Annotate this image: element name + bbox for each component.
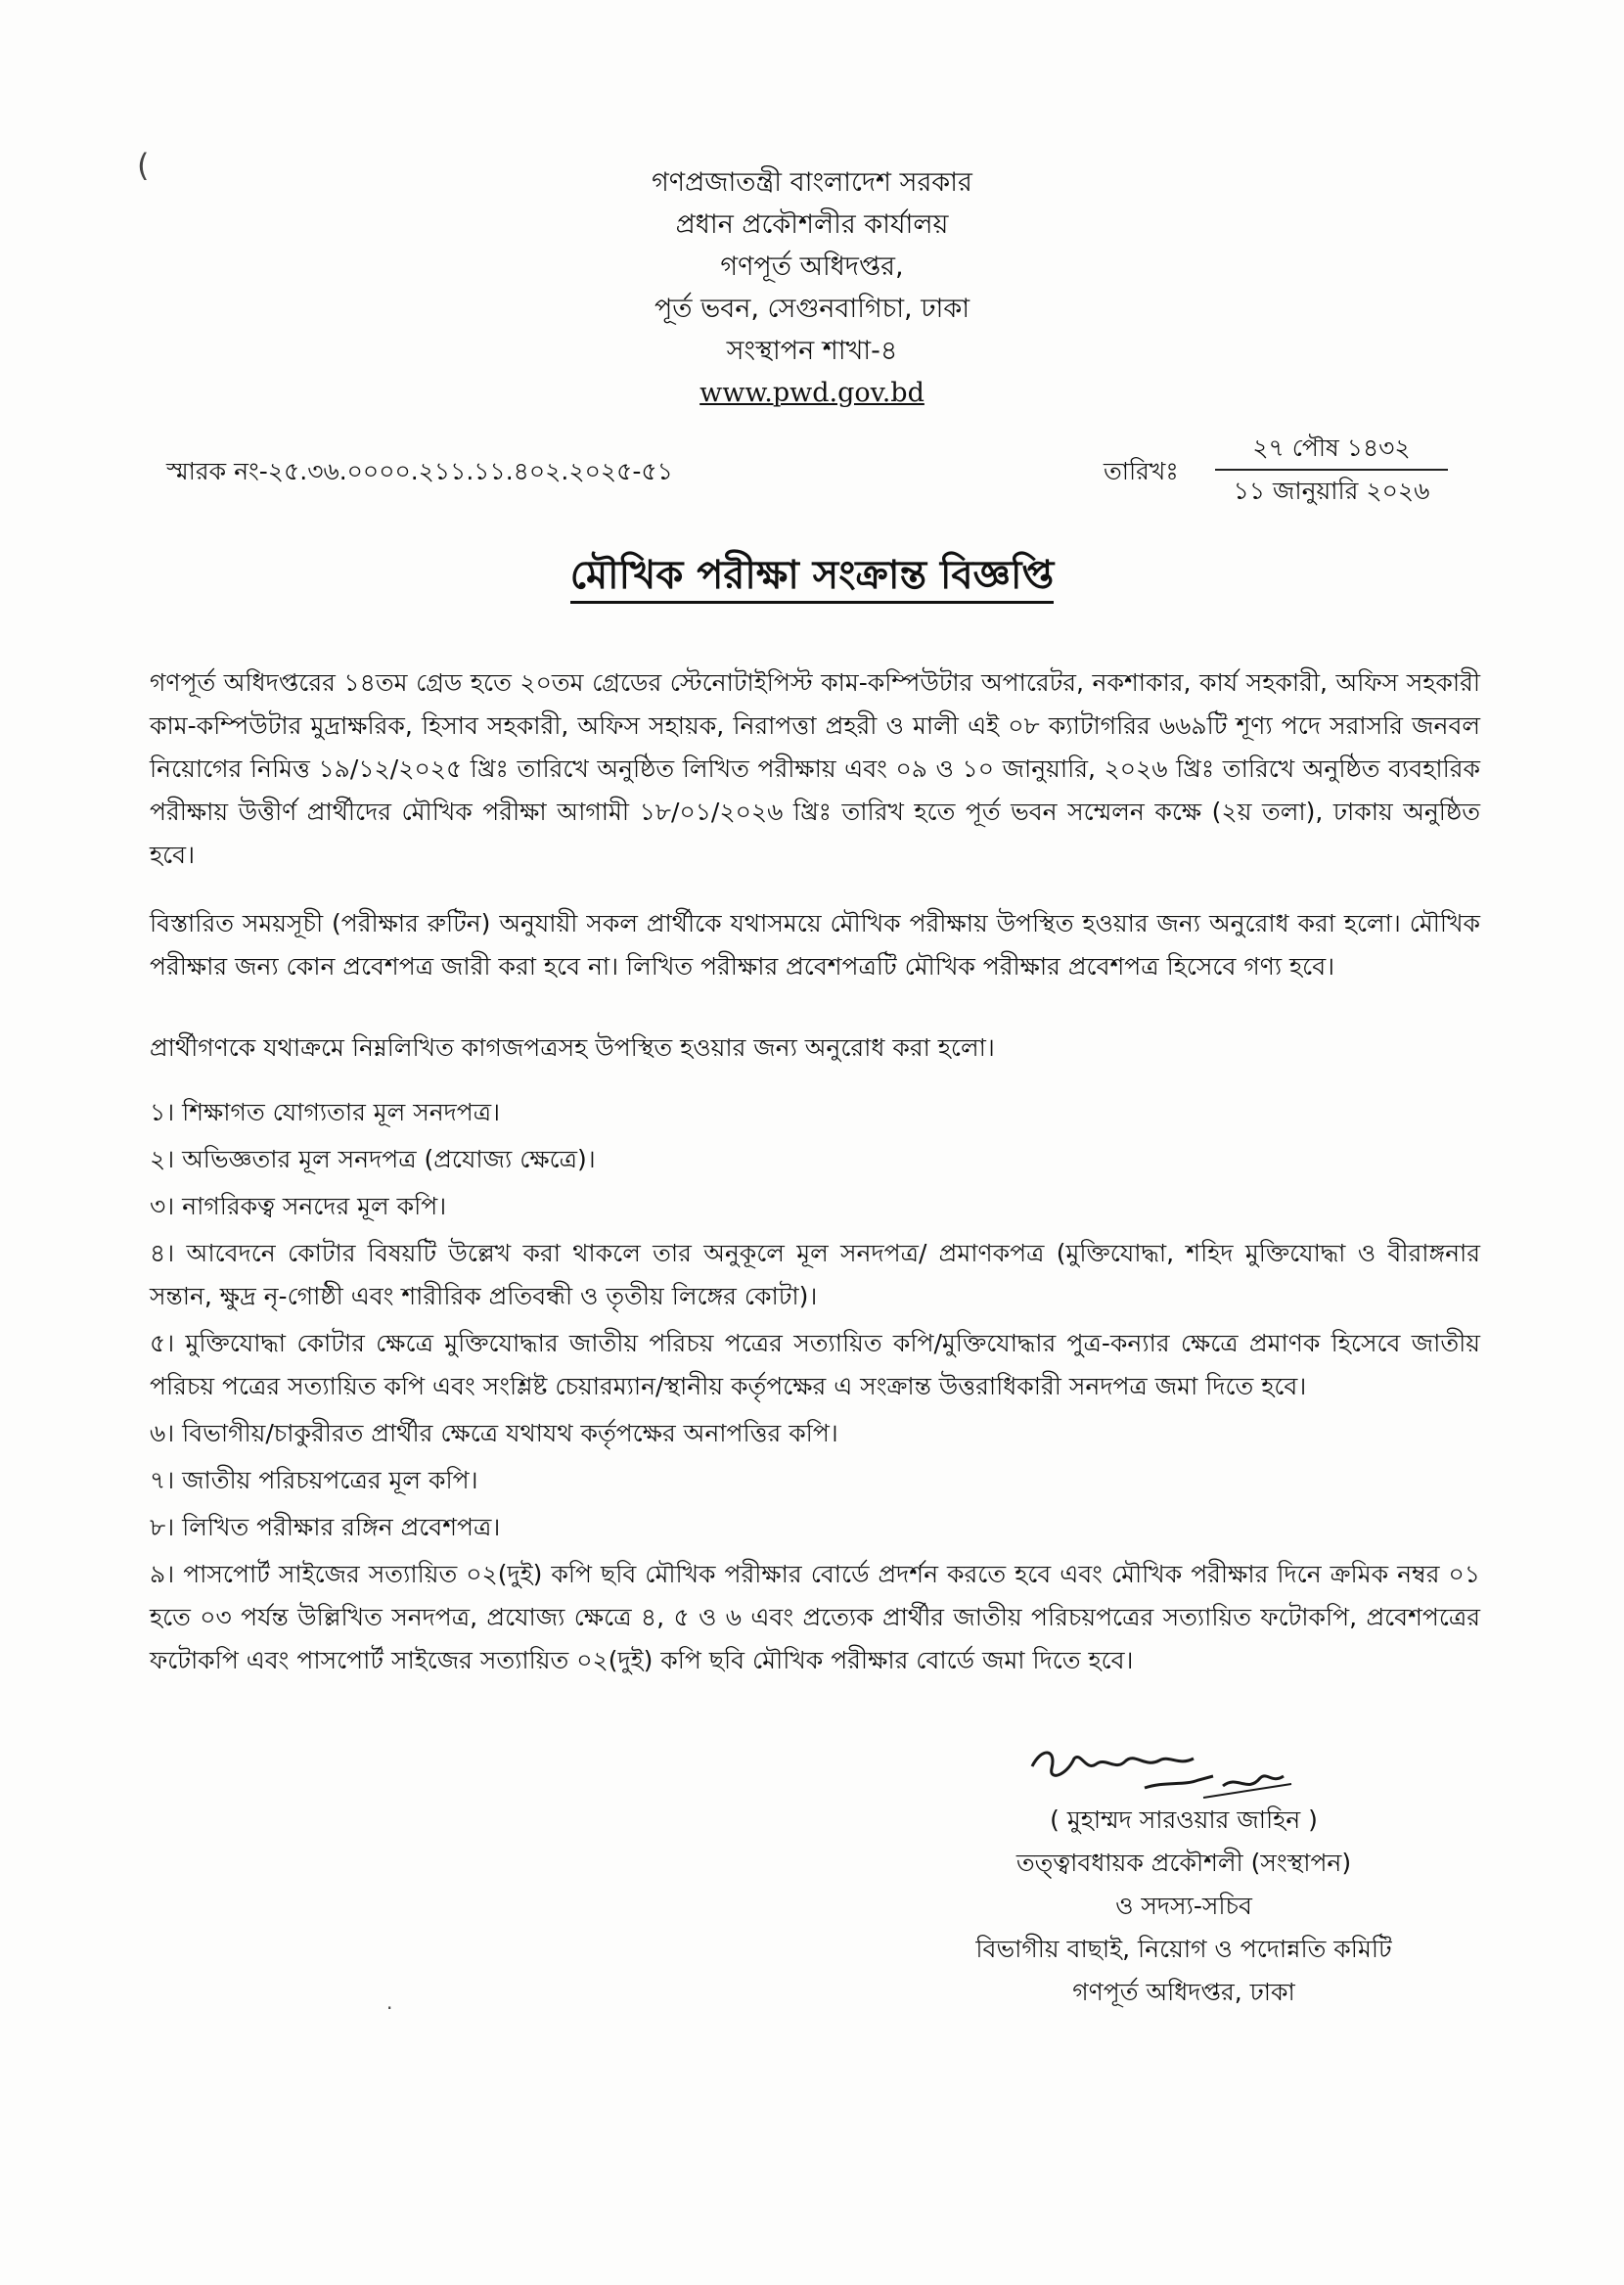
govt-name: গণপ্রজাতন্ত্রী বাংলাদেশ সরকার bbox=[652, 167, 972, 198]
list-item: ৫। মুক্তিযোদ্ধা কোটার ক্ষেত্রে মুক্তিযোদ্ধার জাতীয় পরিচয় পত্রের সত্যায়িত কপি/মুক্তিযোদ্ধার পুত্র-কন্যার ক্ষেত্রে প্রমাণক হিসেবে জাতীয় পরিচয় পত্রের সত্যায়িত কপি এবং সংশ্লিষ্ট চেয়ারম্যান/স্থানীয় কর্তৃপক্ষের এ সংক্রান্ত উত্তরাধিকারী সনদপত্র জমা দিতে হবে। bbox=[150, 1329, 1480, 1400]
memo-number: স্মারক নং-২৫.৩৬.০০০০.২১১.১১.৪০২.২০২৫-৫১ bbox=[166, 457, 673, 485]
required-documents-list bbox=[150, 1091, 1480, 1686]
stray-mark: · bbox=[386, 1996, 393, 2020]
list-item: ৬। বিভাগীয়/চাকুরীরত প্রার্থীর ক্ষেত্রে যথাযথ কর্তৃপক্ষের অনাপত্তির কপি। bbox=[150, 1419, 838, 1447]
paragraph-documents-intro: প্রার্থীগণকে যথাক্রমে নিম্নলিখিত কাগজপত্রসহ উপস্থিত হওয়ার জন্য অনুরোধ করা হলো। bbox=[150, 1033, 995, 1062]
stray-mark: ( bbox=[137, 147, 150, 184]
list-item: ২। অভিজ্ঞতার মূল সনদপত্র (প্রযোজ্য ক্ষেত্রে)। bbox=[150, 1145, 596, 1173]
website-link[interactable]: www.pwd.gov.bd bbox=[699, 378, 925, 408]
list-item: ৮। লিখিত পরীক্ষার রঙ্গিন প্রবেশপত্র। bbox=[150, 1513, 501, 1541]
list-item: ১। শিক্ষাগত যোগ্যতার মূল সনদপত্র। bbox=[150, 1098, 501, 1126]
date-english: ১১ জানুয়ারি ২০২৬ bbox=[1233, 477, 1430, 505]
notice-title bbox=[0, 544, 1624, 610]
notice-title-text: মৌখিক পরীক্ষা সংক্রান্ত বিজ্ঞপ্তি bbox=[570, 553, 1055, 604]
branch: সংস্থাপন শাখা-৪ bbox=[726, 336, 898, 366]
handwritten-signature bbox=[1027, 1737, 1321, 1805]
signatory-office: গণপূর্ত অধিদপ্তর, ঢাকা bbox=[1072, 1978, 1295, 2006]
date-block bbox=[1215, 428, 1448, 512]
list-item: ৪। আবেদনে কোটার বিষয়টি উল্লেখ করা থাকলে তার অনুকূলে মূল সনদপত্র/ প্রমাণকপত্র (মুক্তিযোদ্ধা, শহিদ মুক্তিযোদ্ধা ও বীরাঙ্গনার সন্তান, ক্ষুদ্র নৃ-গোষ্ঠী এবং শারীরিক প্রতিবন্ধী ও তৃতীয় লিঙ্গের কোটা)। bbox=[150, 1239, 1480, 1310]
signatory-role: ও সদস্য-সচিব bbox=[1115, 1892, 1252, 1920]
paragraph-schedule: বিস্তারিত সময়সূচী (পরীক্ষার রুটিন) অনুযায়ী সকল প্রার্থীকে যথাসময়ে মৌখিক পরীক্ষায় উপস্থিত হওয়ার জন্য অনুরোধ করা হলো। মৌখিক পরীক্ষার জন্য কোন প্রবেশপত্র জারী করা হবে না। লিখিত পরীক্ষার প্রবেশপত্রটি মৌখিক পরীক্ষার প্রবেশপত্র হিসেবে গণ্য হবে। bbox=[150, 909, 1480, 981]
signature-block bbox=[910, 1799, 1458, 2014]
signatory-name: ( মুহাম্মদ সারওয়ার জাহিন ) bbox=[1050, 1805, 1318, 1834]
paragraph-announcement: গণপূর্ত অধিদপ্তরের ১৪তম গ্রেড হতে ২০তম গ্রেডের স্টেনোটাইপিস্ট কাম-কম্পিউটার অপারেটর, নকশাকার, কার্য সহকারী, অফিস সহকারী কাম-কম্পিউটার মুদ্রাক্ষরিক, হিসাব সহকারী, অফিস সহায়ক, নিরাপত্তা প্রহরী ও মালী এই ০৮ ক্যাটাগরির ৬৬৯টি শূণ্য পদে সরাসরি জনবল নিয়োগের নিমিত্ত ১৯/১২/২০২৫ খ্রিঃ তারিখে অনুষ্ঠিত লিখিত পরীক্ষায় এবং ০৯ ও ১০ জানুয়ারি, ২০২৬ খ্রিঃ তারিখে অনুষ্ঠিত ব্যবহারিক পরীক্ষায় উত্তীর্ণ প্রার্থীদের মৌখিক পরীক্ষা আগামী ১৮/০১/২০২৬ খ্রিঃ তারিখ হতে পূর্ত ভবন সম্মেলন কক্ষে (২য় তলা), ঢাকায় অনুষ্ঠিত হবে। bbox=[150, 668, 1480, 869]
list-item: ৩। নাগরিকত্ব সনদের মূল কপি। bbox=[150, 1192, 447, 1220]
signatory-designation: তত্ত্বাবধায়ক প্রকৌশলী (সংস্থাপন) bbox=[1015, 1849, 1352, 1877]
department-name: গণপূর্ত অধিদপ্তর, bbox=[720, 251, 904, 282]
date-label: তারিখঃ bbox=[1104, 457, 1179, 485]
date-bangla: ২৭ পৌষ ১৪৩২ bbox=[1215, 428, 1448, 471]
office-name: প্রধান প্রকৌশলীর কার্যালয় bbox=[675, 209, 949, 240]
address: পূর্ত ভবন, সেগুনবাগিচা, ঢাকা bbox=[654, 294, 970, 324]
signatory-committee: বিভাগীয় বাছাই, নিয়োগ ও পদোন্নতি কমিটি bbox=[975, 1935, 1392, 1963]
list-item: ৭। জাতীয় পরিচয়পত্রের মূল কপি। bbox=[150, 1466, 478, 1494]
letterhead bbox=[0, 161, 1624, 414]
list-item: ৯। পাসপোর্ট সাইজের সত্যায়িত ০২(দুই) কপি ছবি মৌখিক পরীক্ষার বোর্ডে প্রদর্শন করতে হবে এবং মৌখিক পরীক্ষার দিনে ক্রমিক নম্বর ০১ হতে ০৩ পর্যন্ত উল্লিখিত সনদপত্র, প্রযোজ্য ক্ষেত্রে ৪, ৫ ও ৬ এবং প্রত্যেক প্রার্থীর জাতীয় পরিচয়পত্রের সত্যায়িত ফটোকপি, প্রবেশপত্রের ফটোকপি এবং পাসপোর্ট সাইজের সত্যায়িত ০২(দুই) কপি ছবি মৌখিক পরীক্ষার বোর্ডে জমা দিতে হবে। bbox=[150, 1560, 1480, 1674]
